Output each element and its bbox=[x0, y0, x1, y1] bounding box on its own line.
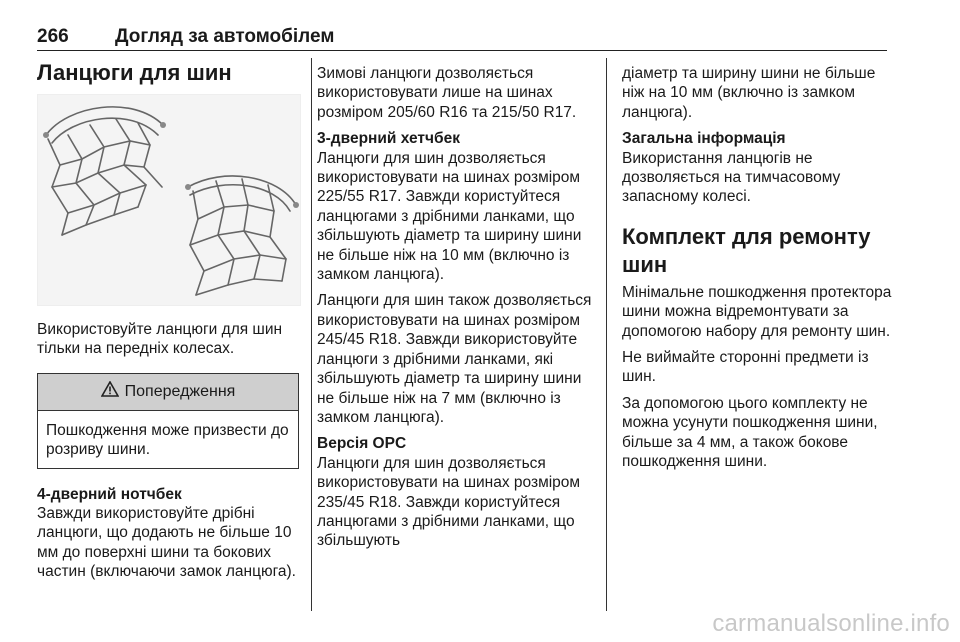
column-2 bbox=[317, 64, 602, 558]
watermark: carmanualsonline.info bbox=[712, 610, 950, 637]
chapter-title: Догляд за автомобілем bbox=[115, 26, 335, 47]
section-title-tire-repair-kit: Комплект для ремонту шин bbox=[622, 223, 871, 277]
paragraph-winter-chains: Зимові ланцюги дозволяється використовувати лише на шинах розміром 205/60 R16 та 215/50 R17. bbox=[317, 65, 577, 121]
heading-3-door-hatchback: 3-дверний хетчбек bbox=[317, 130, 460, 148]
column-divider-2 bbox=[606, 58, 607, 611]
column-1 bbox=[37, 60, 299, 589]
warning-header bbox=[38, 374, 298, 411]
paragraph-4-door-notchback: Завжди використовуйте дрібні ланцюги, що додають не більше 10 мм до поверхні шини та бокових частин (включаючи замок ланцюга). bbox=[37, 505, 296, 581]
paragraph-repair-kit-2: Не виймайте сторонні предмети із шин. bbox=[622, 349, 869, 386]
paragraph-opc-version: Ланцюги для шин дозволяється використовувати на шинах розміром 235/45 R18. Завжди користуйтеся ланцюгами з дрібними ланками, що збільшують bbox=[317, 454, 581, 550]
warning-heading: Попередження bbox=[124, 382, 236, 400]
paragraph-245-45-r18: Ланцюги для шин також дозволяється використовувати на шинах розміром 245/45 R18. Завжди використовуйте ланцюги з дрібними ланками, які збільшують діаметр та ширину шини не більше ніж на 7 мм (включно із замком ланцюга). bbox=[317, 292, 592, 426]
column-divider-1 bbox=[311, 58, 312, 611]
snow-chains-image bbox=[38, 95, 300, 305]
heading-general-information: Загальна інформація bbox=[622, 130, 786, 148]
column-3 bbox=[622, 64, 897, 479]
warning-box bbox=[37, 373, 299, 469]
paragraph-3-door-hatchback: Ланцюги для шин дозволяється використовувати на шинах розміром 225/55 R17. Завжди користуйтеся ланцюгами з дрібними ланками, що збільшують діаметр та ширину шини не більше ніж на 10 мм (включно із замком ланцюга). bbox=[317, 149, 582, 284]
section-title-tire-chains: Ланцюги для шин bbox=[37, 60, 232, 85]
heading-4-door-notchback: 4-дверний нотчбек bbox=[37, 485, 182, 503]
heading-opc-version: Версія OPC bbox=[317, 435, 407, 453]
page-header bbox=[37, 22, 887, 51]
paragraph-general-information: Використання ланцюгів не дозволяється на тимчасовому запасному колесі. bbox=[622, 149, 841, 206]
tire-chains-illustration bbox=[37, 94, 301, 306]
warning-text: Пошкодження може призвести до розриву шини. bbox=[46, 421, 289, 459]
paragraph-repair-kit-1: Мінімальне пошкодження протектора шини можна відремонтувати за допомогою набору для ремонту шин. bbox=[622, 283, 892, 340]
paragraph-repair-kit-3: За допомогою цього комплекту не можна усунути пошкодження шини, більше за 4 мм, а також бокове пошкодження шини. bbox=[622, 394, 878, 471]
page-number: 266 bbox=[37, 26, 69, 47]
paragraph-front-wheels: Використовуйте ланцюги для шин тільки на передніх колесах. bbox=[37, 321, 283, 358]
paragraph-opc-continued: діаметр та ширину шини не більше ніж на 10 мм (включно із замком ланцюга). bbox=[622, 65, 876, 121]
warning-triangle-icon bbox=[101, 381, 119, 402]
